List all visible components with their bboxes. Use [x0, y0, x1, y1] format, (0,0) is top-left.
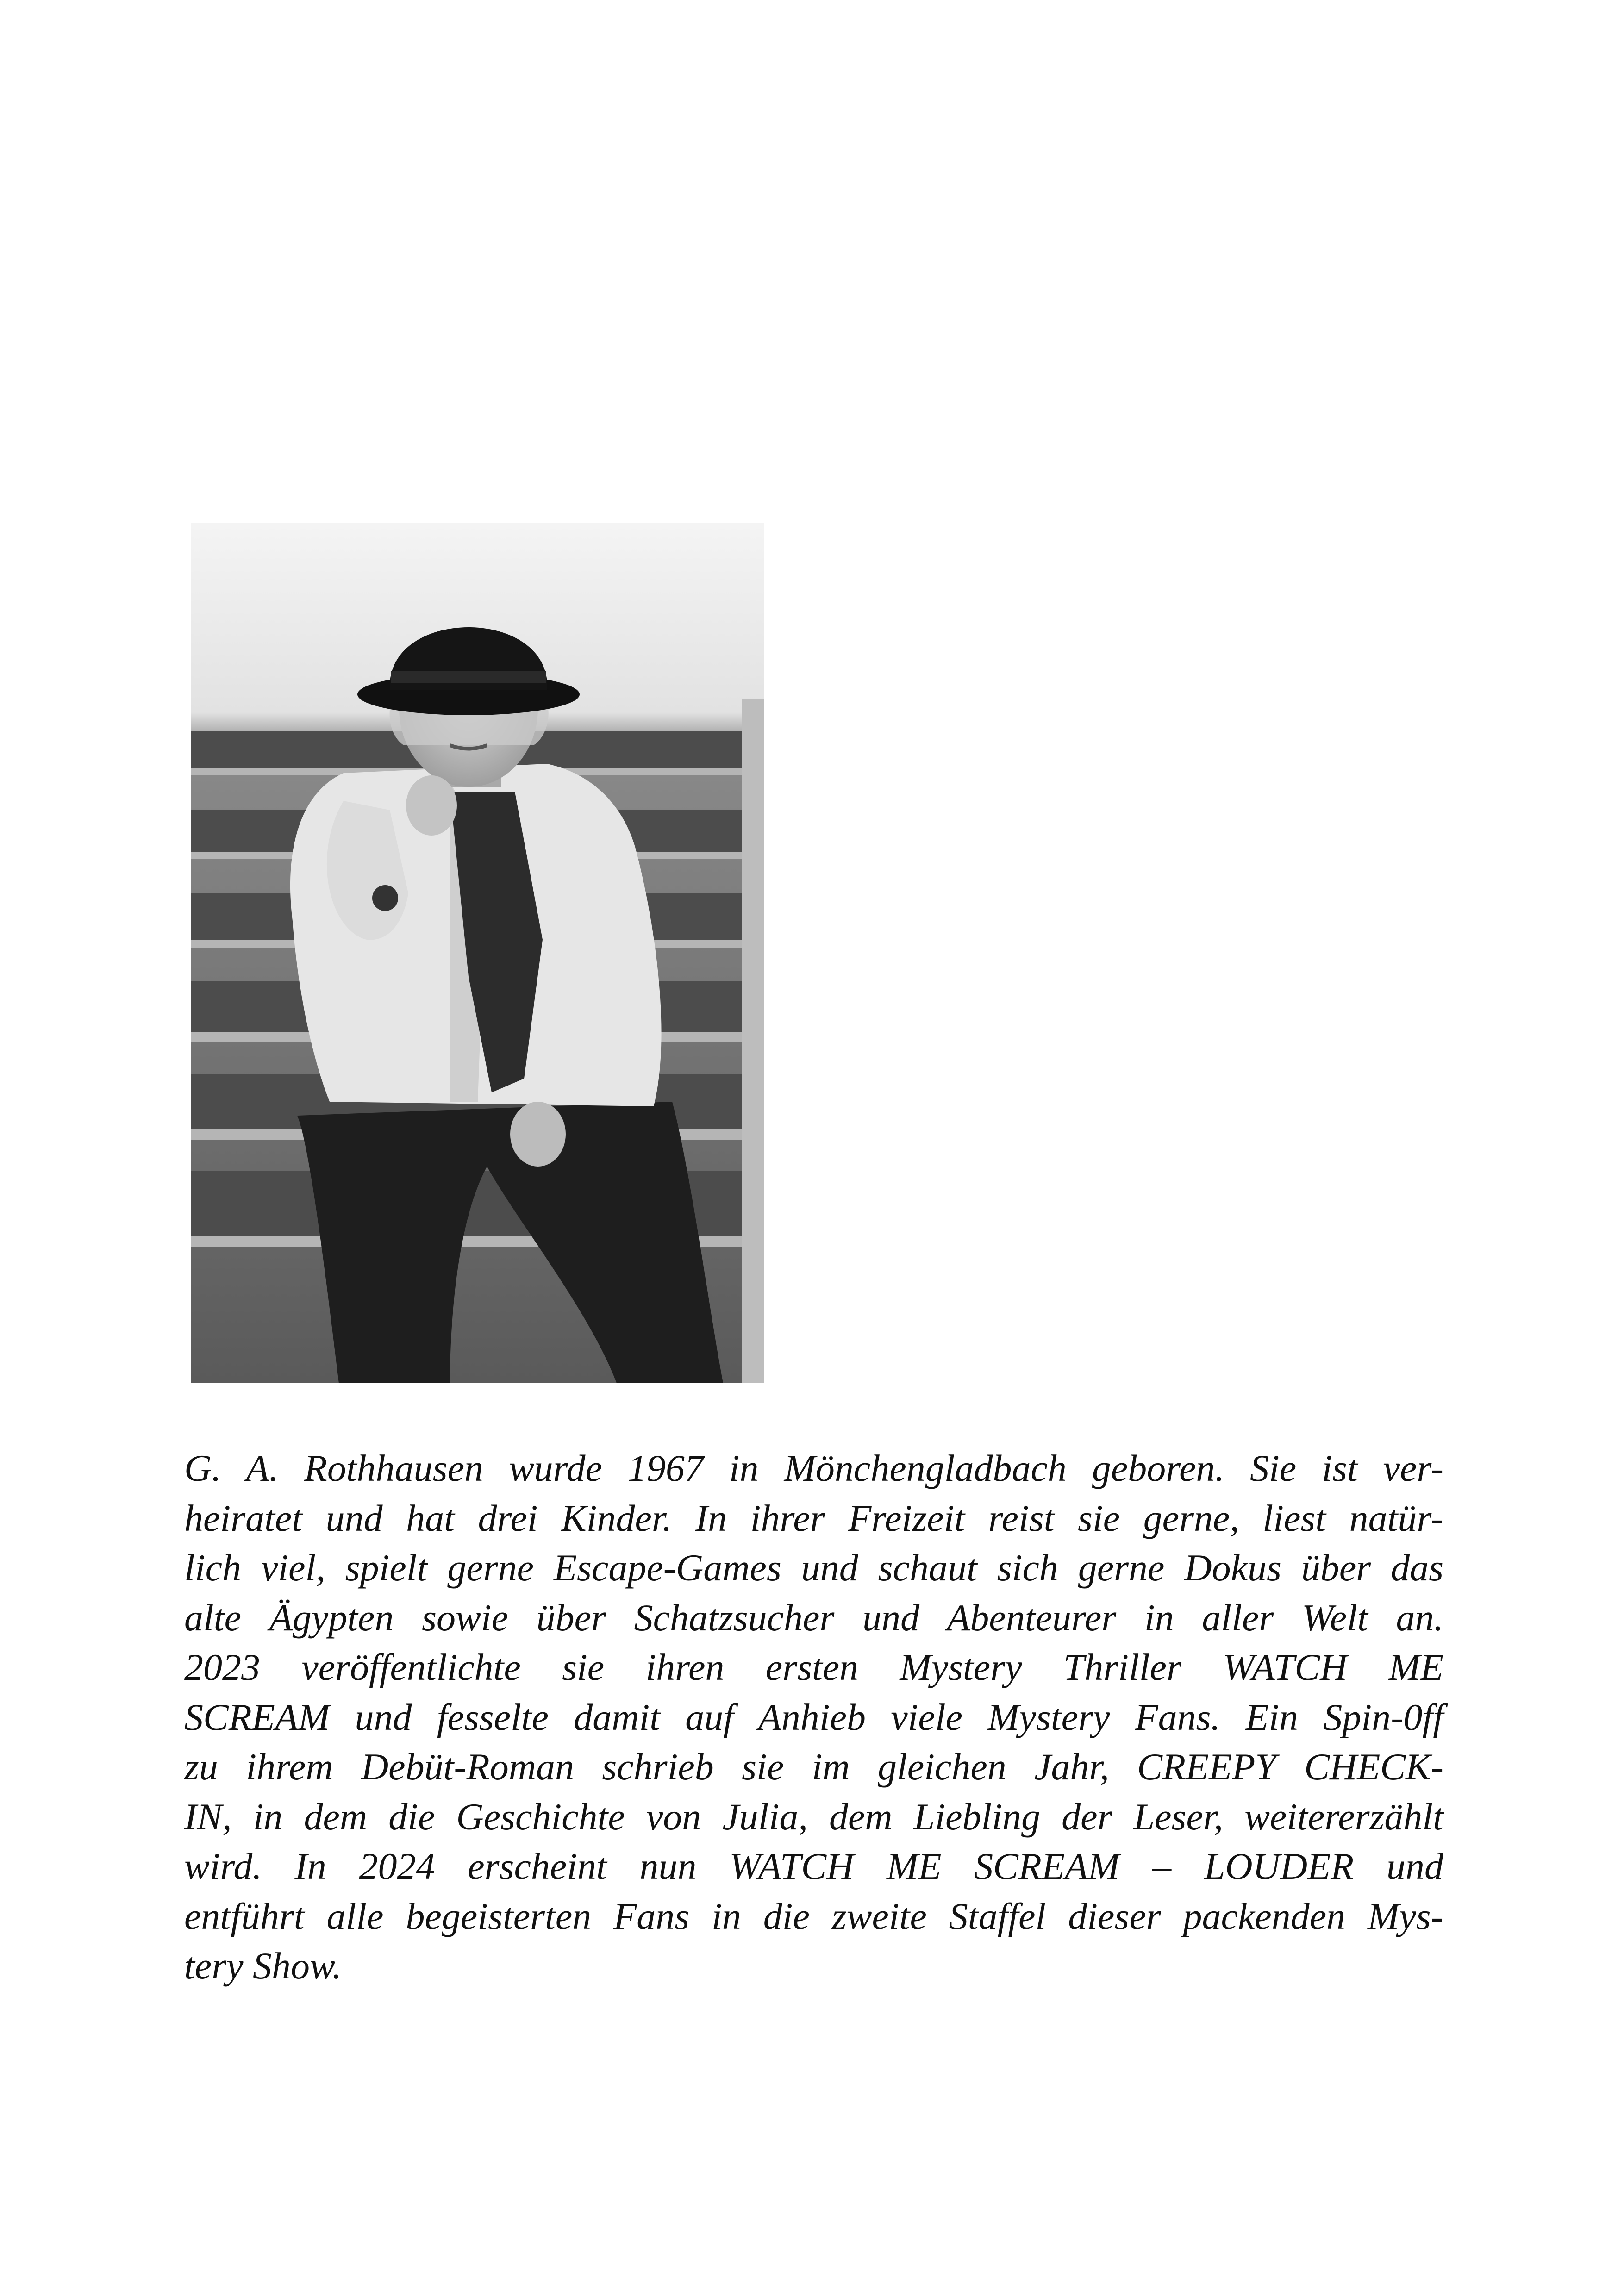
bio-line: alte Ägypten sowie über Schatzsucher und Abenteurer in aller Welt an.	[184, 1596, 1443, 1639]
bio-line: SCREAM und fesselte damit auf Anhieb viele Mystery Fans. Ein Spin-0ff	[184, 1696, 1443, 1738]
bio-line: tery Show.	[184, 1945, 342, 1987]
author-bio	[184, 1443, 1443, 1991]
bio-line: IN, in dem die Geschichte von Julia, dem Liebling der Leser, weitererzählt	[184, 1795, 1443, 1838]
bio-line: entführt alle begeisterten Fans in die zweite Staffel dieser packenden Mys-	[184, 1895, 1443, 1937]
author-photo-image	[191, 523, 764, 1383]
bio-line: zu ihrem Debüt-Roman schrieb sie im gleichen Jahr, CREEPY CHECK-	[184, 1746, 1443, 1788]
author-photo	[191, 523, 764, 1383]
bio-line: 2023 veröffentlichte sie ihren ersten Mystery Thriller WATCH ME	[184, 1646, 1443, 1688]
bio-line: heiratet und hat drei Kinder. In ihrer Freizeit reist sie gerne, liest natür-	[184, 1497, 1443, 1539]
bio-line: lich viel, spielt gerne Escape-Games und schaut sich gerne Dokus über das	[184, 1547, 1443, 1589]
bio-line: wird. In 2024 erscheint nun WATCH ME SCREAM – LOUDER und	[184, 1845, 1443, 1887]
bio-line: G. A. Rothhausen wurde 1967 in Mönchengladbach geboren. Sie ist ver-	[184, 1447, 1443, 1489]
